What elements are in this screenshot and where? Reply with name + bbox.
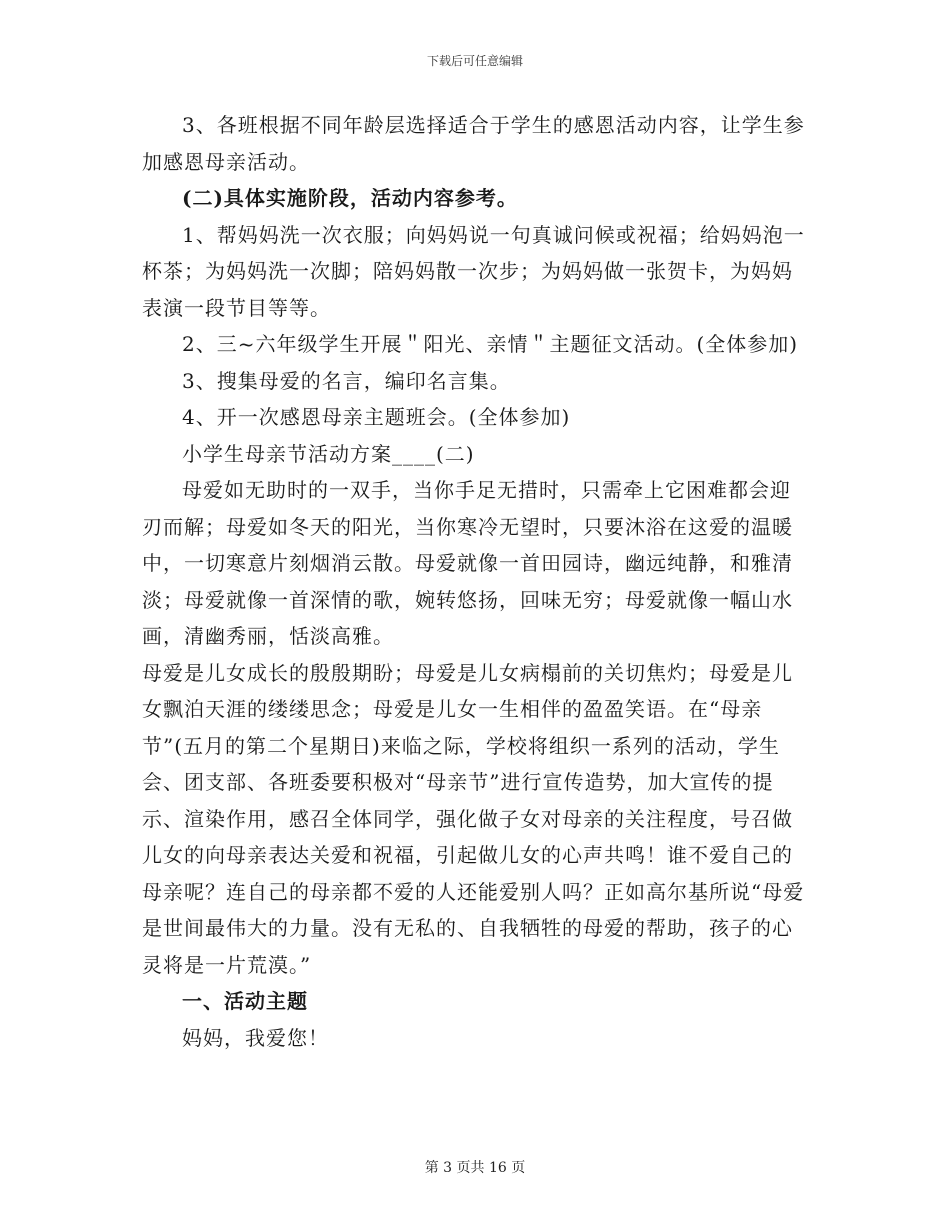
section-heading-implementation: (二)具体实施阶段，活动内容参考。 — [182, 186, 518, 210]
theme-text: 妈妈，我爱您！ — [182, 1025, 329, 1050]
paragraph-item-4: 4、开一次感恩母亲主题班会。(全体参加) — [182, 405, 571, 429]
paragraph-mother-love-2: 母爱是儿女成长的殷殷期盼；母爱是儿女病榻前的关切焦灼；母爱是儿女飘泊天涯的缕缕思念；母爱是儿女一生相伴的盈盈笑语。在“母亲节”(五月的第二个星期日)来临之际，学校将组织一系列的活动，学生会、团支部、各班委要积极对“母亲节”进行宣传造势，加大宣传的提示、渲染作用，感召全体同学，强化做子女对母亲的关注程度，号召做儿女的向母亲表达关爱和祝福，引起做儿女的心声共鸣！谁不爱自己的母亲呢？连自己的母亲都不爱的人还能爱别人吗？正如高尔基所说“母爱是世间最伟大的力量。没有无私的、自我牺牲的母爱的帮助，孩子的心灵将是一片荒漠。” — [142, 660, 805, 977]
paragraph-mother-love-1: 母爱如无助时的一双手，当你手足无措时，只需牵上它困难都会迎刃而解；母爱如冬天的阳光，当你寒冷无望时，只要沐浴在这爱的温暖中，一切寒意片刻烟消云散。母爱就像一首田园诗，幽远纯静，和雅清淡；母爱就像一首深情的歌，婉转悠扬，回味无穷；母爱就像一幅山水画，清幽秀丽，恬淡高雅。 — [142, 478, 793, 648]
paragraph-item-3: 3、各班根据不同年龄层选择适合于学生的感恩活动内容，让学生参加感恩母亲活动。 — [142, 113, 805, 174]
plan-title: 小学生母亲节活动方案____(二) — [182, 441, 475, 466]
document-body — [142, 107, 810, 1056]
section-heading-theme: 一、活动主题 — [182, 989, 308, 1013]
paragraph-item-1: 1、帮妈妈洗一次衣服；向妈妈说一句真诚问候或祝福；给妈妈泡一杯茶；为妈妈洗一次脚；陪妈妈散一次步；为妈妈做一张贺卡，为妈妈表演一段节目等等。 — [142, 222, 805, 320]
page-header: 下载后可任意编辑 — [426, 54, 523, 68]
paragraph-item-3b: 3、搜集母爱的名言，编印名言集。 — [182, 368, 511, 393]
page-footer: 第 3 页共 16 页 — [424, 1160, 526, 1176]
paragraph-item-2: 2、三~六年级学生开展＂阳光、亲情＂主题征文活动。(全体参加) — [182, 332, 799, 356]
